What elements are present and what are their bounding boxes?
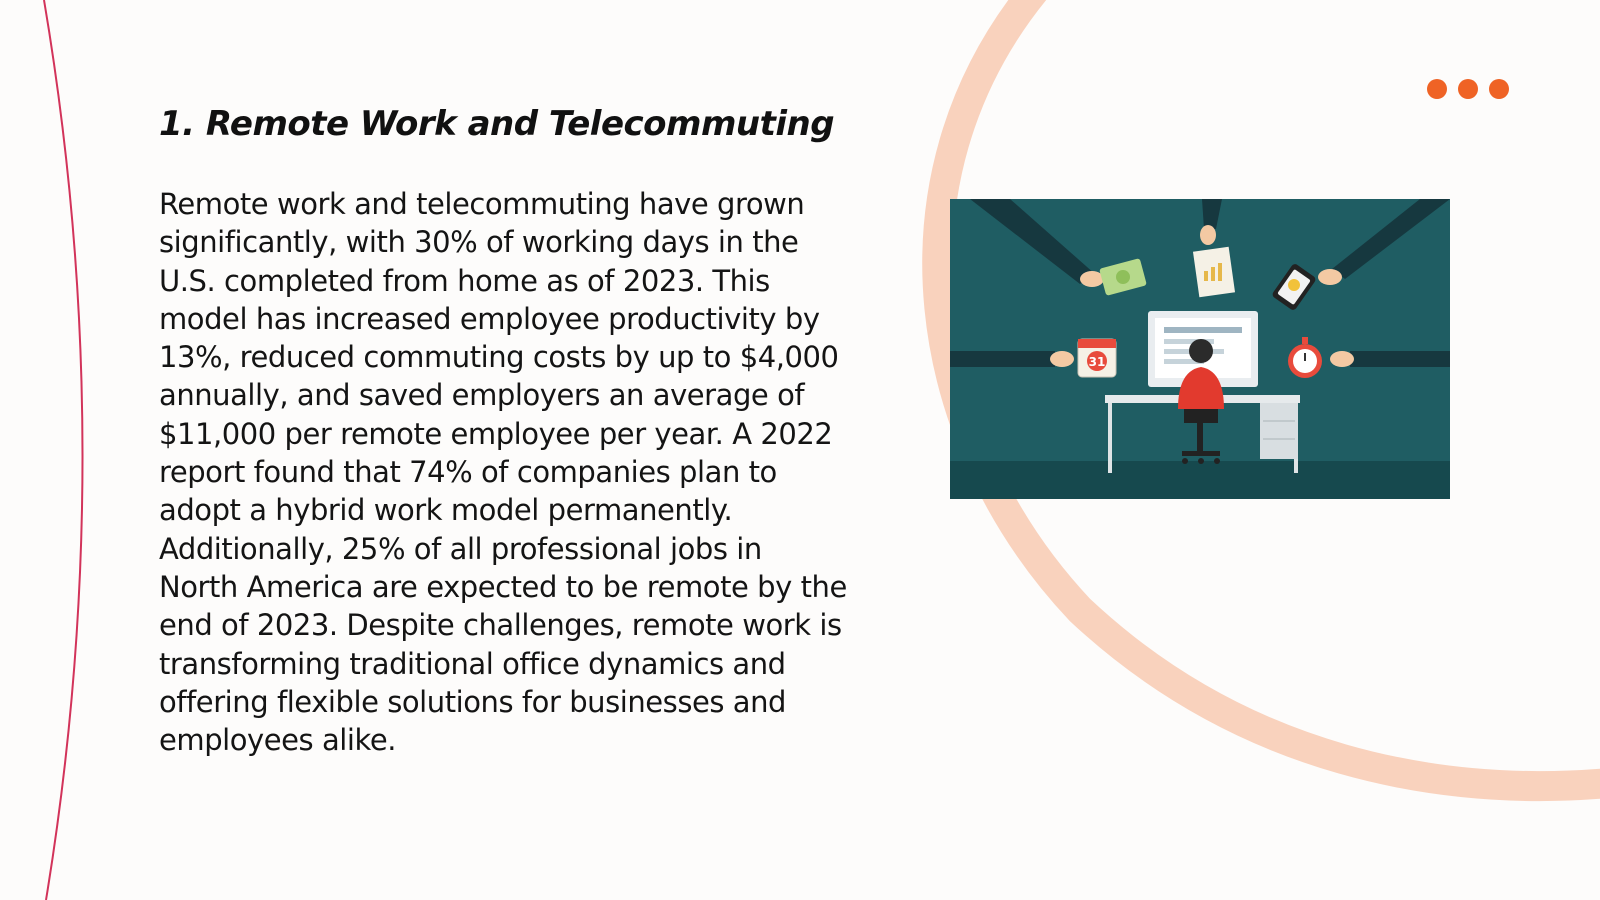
- calendar-icon: [1078, 339, 1116, 377]
- dot: [1489, 79, 1509, 99]
- remote-work-illustration: [950, 199, 1450, 499]
- more-dots-icon: [1427, 79, 1509, 99]
- slide-body-text: Remote work and telecommuting have grown significantly, with 30% of working days in the U.S. completed from home as of 2023. This model has increased employee productivity by 13%, reduced commuting costs by up to $4,000 annually, and saved employers an average of $11,000 per remote employee per year. A 2022 report found that 74% of companies plan to adopt a hybrid work model permanently. Additionally, 25% of all professional jobs in North America are expected to be remote by the end of 2023. Despite challenges, remote work is transforming traditional office dynamics and offering flexible solutions for businesses and employees alike.: [159, 187, 847, 758]
- dot: [1458, 79, 1478, 99]
- left-curve-line: [44, 0, 83, 900]
- calendar-day-label: 31: [1088, 355, 1106, 369]
- dot: [1427, 79, 1447, 99]
- slide-title: 1. Remote Work and Telecommuting: [159, 104, 835, 144]
- report-document-icon: [1193, 247, 1235, 298]
